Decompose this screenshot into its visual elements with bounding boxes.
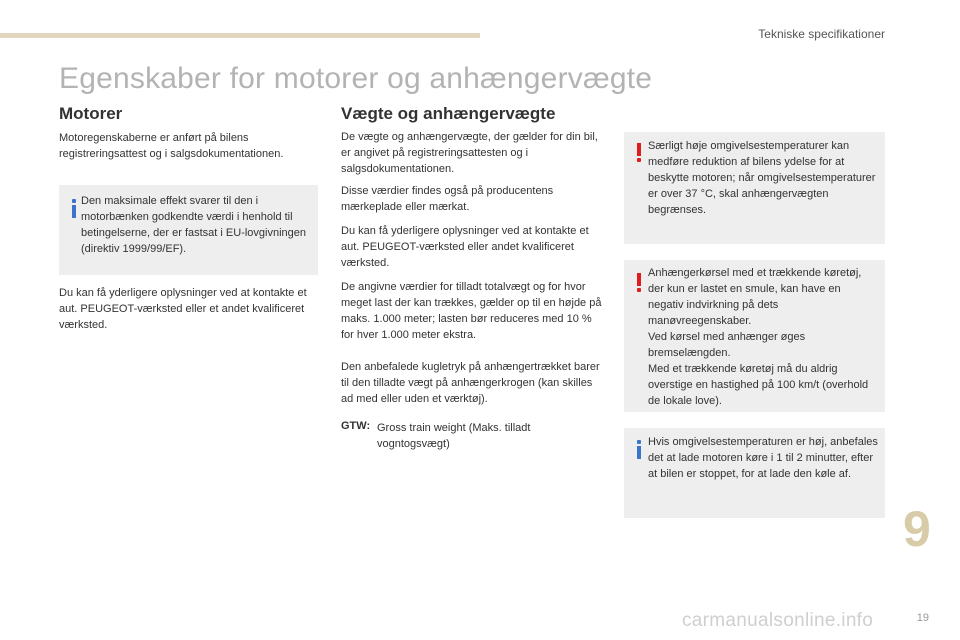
page-number: 19 (916, 612, 929, 624)
weights-heading: Vægte og anhængervægte (341, 104, 556, 123)
warning-trailer-text-1: Anhængerkørsel med et trækkende køretøj, der kun er lastet en smule, kan have en negativ indvirkning på dets manøvreegenskaber. (648, 267, 862, 327)
info-cooling-text: Hvis omgivelsestemperaturen er høj, anbefales det at lade motoren køre i 1 til 2 minutter, efter at bilen er stoppet, for at lade den køle af. (648, 436, 878, 480)
info-box-cooling (624, 428, 885, 518)
chapter-number: 9 (903, 501, 931, 557)
info-box-power-text: Den maksimale effekt svarer til den i motorbænken godkendte værdi i henhold til betingelserne, der er fastsat i EU-lovgivningen (direktiv 1999/99/EF). (81, 195, 307, 255)
header-accent-bar (0, 33, 480, 38)
watermark: carmanualsonline.info (682, 610, 874, 631)
motors-contact-text: Du kan få yderligere oplysninger ved at kontakte et aut. PEUGEOT-værksted eller et andet kvalificeret værksted. (59, 287, 307, 331)
motors-heading: Motorer (59, 104, 123, 123)
motors-intro: Motoregenskaberne er anført på bilens registreringsattest og i salgsdokumentationen. (59, 132, 284, 160)
warning-box-temperature (624, 132, 885, 244)
info-box-power (59, 185, 318, 275)
weights-p3: Du kan få yderligere oplysninger ved at kontakte et aut. PEUGEOT-værksted eller andet kvalificeret værksted. (341, 225, 589, 269)
warning-box-trailer (624, 260, 885, 412)
gtw-text: Gross train weight (Maks. tilladt vogntogsvægt) (377, 422, 531, 450)
warning-icon (636, 143, 642, 162)
weights-p1: De vægte og anhængervægte, der gælder for din bil, er angivet på registreringsattesten og i salgsdokumentationen. (341, 131, 598, 175)
gtw-label: GTW: (341, 420, 371, 432)
page-title: Egenskaber for motorer og anhængervægte (59, 62, 653, 95)
info-icon (71, 199, 77, 218)
warning-temperature-text: Særligt høje omgivelsestemperaturer kan medføre reduktion af bilens ydelse for at beskytte motoren; når omgivelsestemperaturer er over 37 °C, skal anhængervægten begrænses. (648, 140, 876, 216)
warning-trailer-text-2: Ved kørsel med anhænger øges bremselængden. (648, 331, 806, 359)
warning-trailer-text-3: Med et trækkende køretøj må du aldrig overstige en hastighed på 100 km/t (overhold de lokale love). (648, 363, 869, 407)
weights-p4: De angivne værdier for tilladt totalvægt og for hvor meget last der kan trækkes, gælder op til en højde på maks. 1.000 meter; lasten bør reduceres med 10 % for hver 1.000 meter ekstra. (341, 281, 602, 341)
weights-p5: Den anbefalede kugletryk på anhængertrækket barer til den tilladte vægt på anhængerkrogen (kan skilles ad med eller uden et værktøj). (341, 361, 600, 405)
section-header: Tekniske specifikationer (758, 27, 885, 41)
info-icon (636, 440, 642, 459)
warning-icon (636, 273, 642, 292)
weights-p2: Disse værdier findes også på producentens mærkeplade eller mærkat. (341, 185, 554, 213)
